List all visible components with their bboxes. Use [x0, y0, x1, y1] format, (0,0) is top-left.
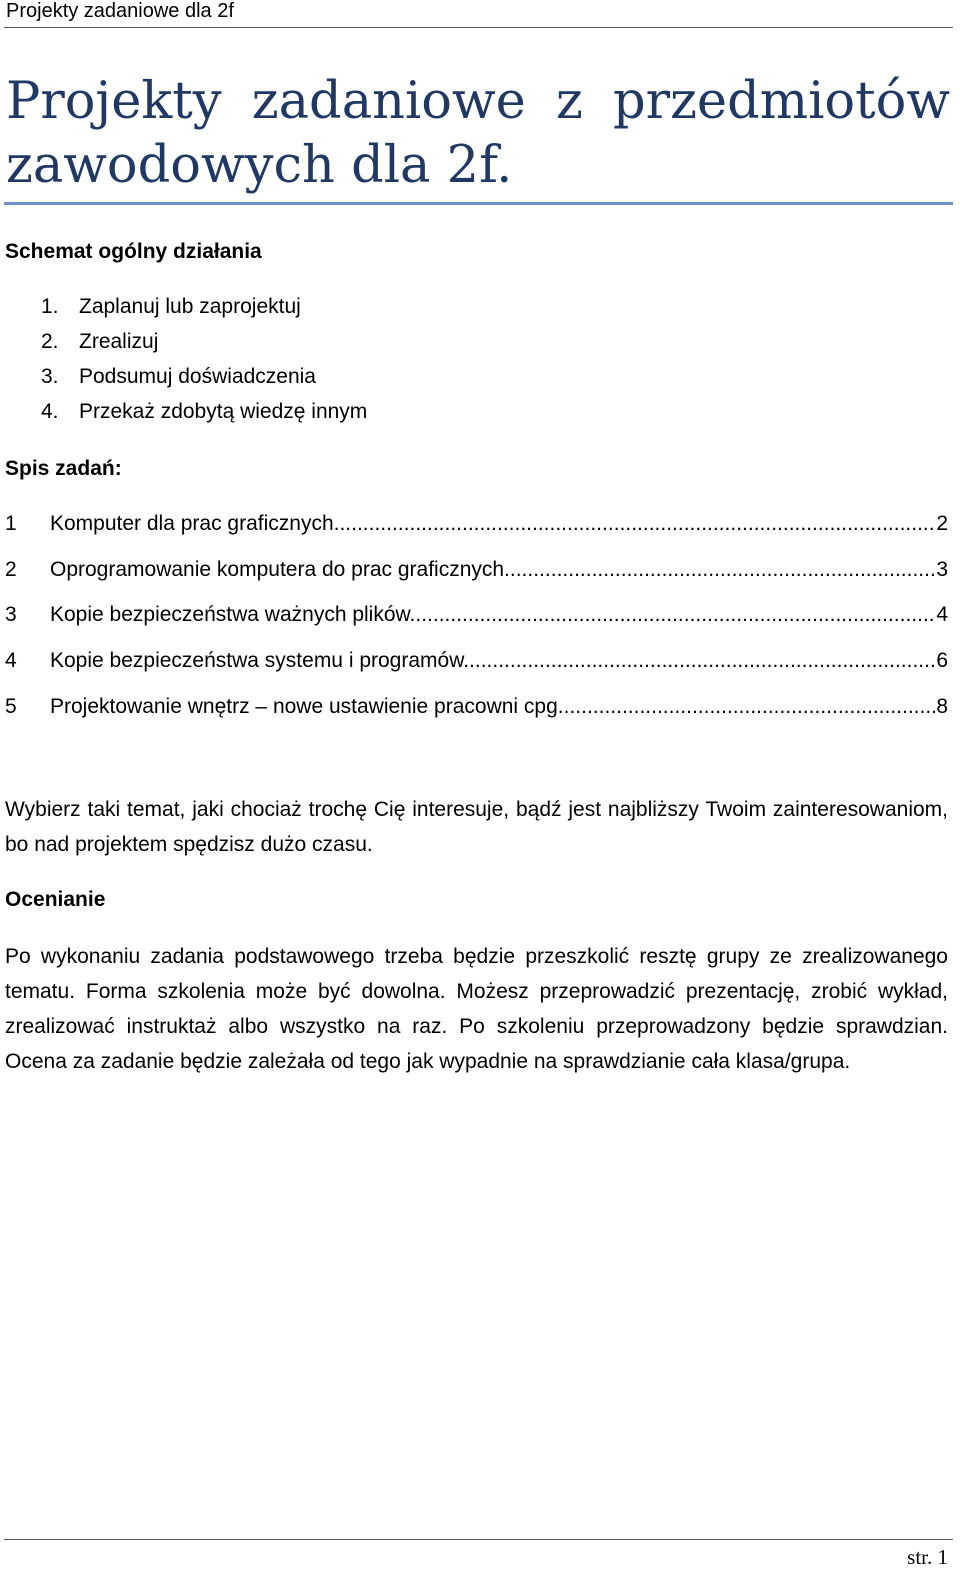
toc-leader-dots: [415, 600, 936, 630]
toc-entry[interactable]: [0, 646, 950, 692]
toc-entry-number: 1: [5, 512, 17, 535]
toc-entry-number: 2: [5, 557, 17, 581]
toc-entry-label[interactable]: Kopie bezpieczeństwa ważnych plików.: [50, 603, 416, 627]
toc-entry-page[interactable]: 3: [936, 557, 948, 581]
scheme-heading: Schemat ogólny działania: [5, 240, 262, 263]
toc-entry[interactable]: [0, 692, 950, 738]
toc-entry-label[interactable]: Kopie bezpieczeństwa systemu i programów.: [50, 649, 470, 673]
step-text: Zrealizuj: [79, 330, 159, 353]
page-header: [4, 0, 953, 28]
toc-leader-dots: [339, 509, 936, 539]
step-text: Podsumuj doświadczenia: [79, 365, 316, 388]
toc-entry-page[interactable]: 8: [936, 694, 948, 718]
toc-entry[interactable]: [0, 600, 950, 646]
footer-divider: [4, 1539, 953, 1540]
step-text: Zaplanuj lub zaprojektuj: [79, 295, 301, 318]
title-underline: [4, 202, 953, 205]
document-title: Projekty zadaniowe z przedmiotów zawodowych dla 2f.: [6, 72, 950, 195]
toc-entry-number: 5: [5, 694, 17, 718]
list-item: [0, 327, 600, 362]
running-title: Projekty zadaniowe dla 2f: [6, 0, 234, 22]
toc-entry-page[interactable]: 4: [936, 603, 948, 627]
grading-paragraph: Po wykonaniu zadania podstawowego trzeba będzie przeszkolić resztę grupy ze zrealizowanego tematu. Forma szkolenia może być dowolna. Możesz przeprowadzić prezentację, zrobić wykład, zrealizować instruktaż albo wszystko na raz. Po szkoleniu przeprowadzony będzie sprawdzian. Ocena za zadanie będzie zależała od tego jak wypadnie na sprawdzianie cała klasa/grupa.: [5, 945, 948, 1073]
page-number: str. 1: [907, 1545, 948, 1569]
toc-entry-number: 4: [5, 649, 17, 673]
grading-heading: Ocenianie: [5, 888, 106, 911]
toc-leader-dots: [564, 692, 937, 722]
toc-entry-label[interactable]: Projektowanie wnętrz – nowe ustawienie pracowni cpg.: [50, 694, 564, 718]
toc-heading: Spis zadań:: [5, 457, 122, 480]
step-number: 3.: [41, 365, 59, 388]
toc-entry-label[interactable]: Komputer dla prac graficznych.: [50, 512, 340, 535]
toc-leader-dots: [469, 646, 936, 676]
toc-entry-label[interactable]: Oprogramowanie komputera do prac graficznych.: [50, 557, 510, 581]
toc-entry[interactable]: [0, 555, 950, 601]
toc-entry[interactable]: [0, 509, 950, 555]
table-of-contents: [0, 509, 950, 737]
step-text: Przekaż zdobytą wiedzę innym: [79, 400, 368, 423]
toc-leader-dots: [510, 555, 936, 585]
toc-entry-page[interactable]: 6: [936, 649, 948, 673]
step-number: 1.: [41, 295, 59, 318]
list-item: [0, 292, 600, 327]
step-number: 4.: [41, 400, 59, 423]
list-item: [0, 397, 600, 432]
intro-paragraph: Wybierz taki temat, jaki chociaż trochę Cię interesuje, bądź jest najbliższy Twoim zainteresowaniom, bo nad projektem spędzisz dużo czasu.: [5, 798, 948, 856]
toc-entry-page[interactable]: 2: [936, 512, 948, 535]
toc-entry-number: 3: [5, 603, 17, 627]
scheme-steps-list: [0, 292, 600, 432]
list-item: [0, 362, 600, 397]
step-number: 2.: [41, 330, 59, 353]
